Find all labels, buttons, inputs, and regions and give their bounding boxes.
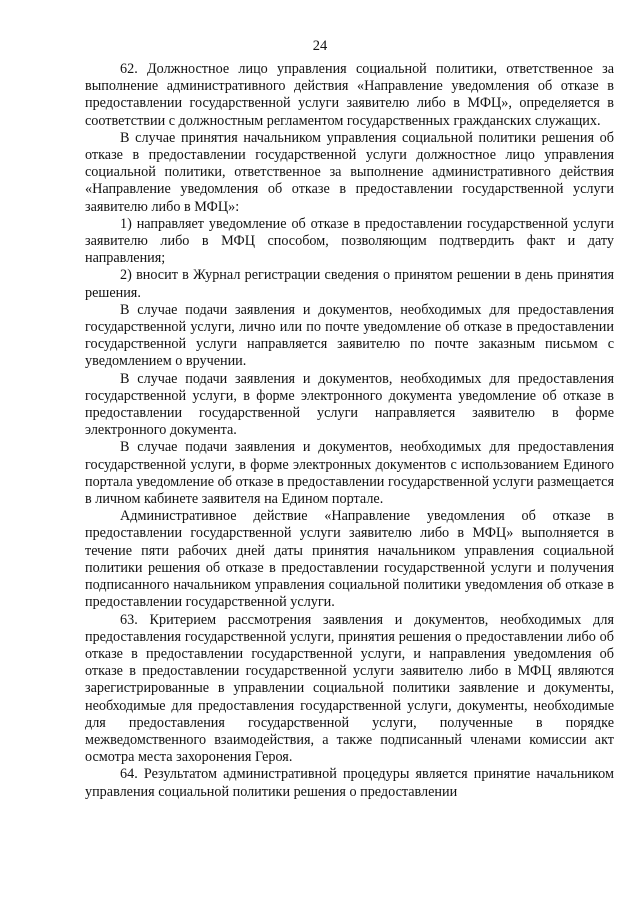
paragraph-in-person-or-mail: В случае подачи заявления и документов, необходимых для предоставления государственной услуги, лично или по почте уведомление об отказе в предоставлении государственной услуги направляется заявителю по почте заказным письмом с уведомлением о вручении.: [85, 301, 614, 370]
paragraph-unified-portal: В случае подачи заявления и документов, необходимых для предоставления государственной услуги, в форме электронных документов с использованием Единого портала уведомление об отказе в предоставлении государственной услуги размещается в личном кабинете заявителя на Едином портале.: [85, 439, 614, 508]
paragraph-item-1-send-notice: 1) направляет уведомление об отказе в предоставлении государственной услуги заявителю либо в МФЦ способом, позволяющим подтвердить факт и дату направления;: [85, 215, 614, 267]
paragraph-64-result: 64. Результатом административной процедуры является принятие начальником управления социальной политики решения о предоставлении: [85, 766, 614, 800]
paragraph-item-2-journal-entry: 2) вносит в Журнал регистрации сведения о принятом решении в день принятия решения.: [85, 267, 614, 301]
paragraph-refusal-decision: В случае принятия начальником управления социальной политики решения об отказе в предоставлении государственной услуги должностное лицо управления социальной политики, ответственное за выполнение административного действия «Направление уведомления об отказе в предоставлении государственной услуги заявителю либо в МФЦ»:: [85, 129, 614, 215]
paragraph-administrative-action-term: Административное действие «Направление уведомления об отказе в предоставлении государственной услуги заявителю либо в МФЦ» выполняется в течение пяти рабочих дней даты принятия начальником управления социальной политики решения об отказе в предоставлении государственной услуги и получения подписанного начальником управления социальной политики уведомления об отказе в предоставлении государственной услуги.: [85, 508, 614, 611]
paragraph-electronic-document: В случае подачи заявления и документов, необходимых для предоставления государственной услуги, в форме электронного документа уведомление об отказе в предоставлении государственной услуги направляется заявителю в форме электронного документа.: [85, 370, 614, 439]
paragraph-62-responsible-official: 62. Должностное лицо управления социальной политики, ответственное за выполнение административного действия «Направление уведомления об отказе в предоставлении государственной услуги заявителю либо в МФЦ», определяется в соответствии с должностным регламентом государственных гражданских служащих.: [85, 61, 614, 129]
document-body: [85, 61, 614, 801]
paragraph-63-criterion: 63. Критерием рассмотрения заявления и документов, необходимых для предоставления государственной услуги, принятия решения о предоставлении либо об отказе в предоставлении государственной услуги, и направления уведомления об отказе в предоставлении государственной услуги заявителю либо в МФЦ являются зарегистрированные в управлении социальной политики заявление и документы, необходимые для предоставления государственной услуги, документы, необходимые для предоставления государственной услуги, полученные в порядке межведомственного взаимодействия, а также подписанный членами комиссии акт осмотра места захоронения Героя.: [85, 611, 614, 766]
page-number: 24: [312, 38, 328, 54]
